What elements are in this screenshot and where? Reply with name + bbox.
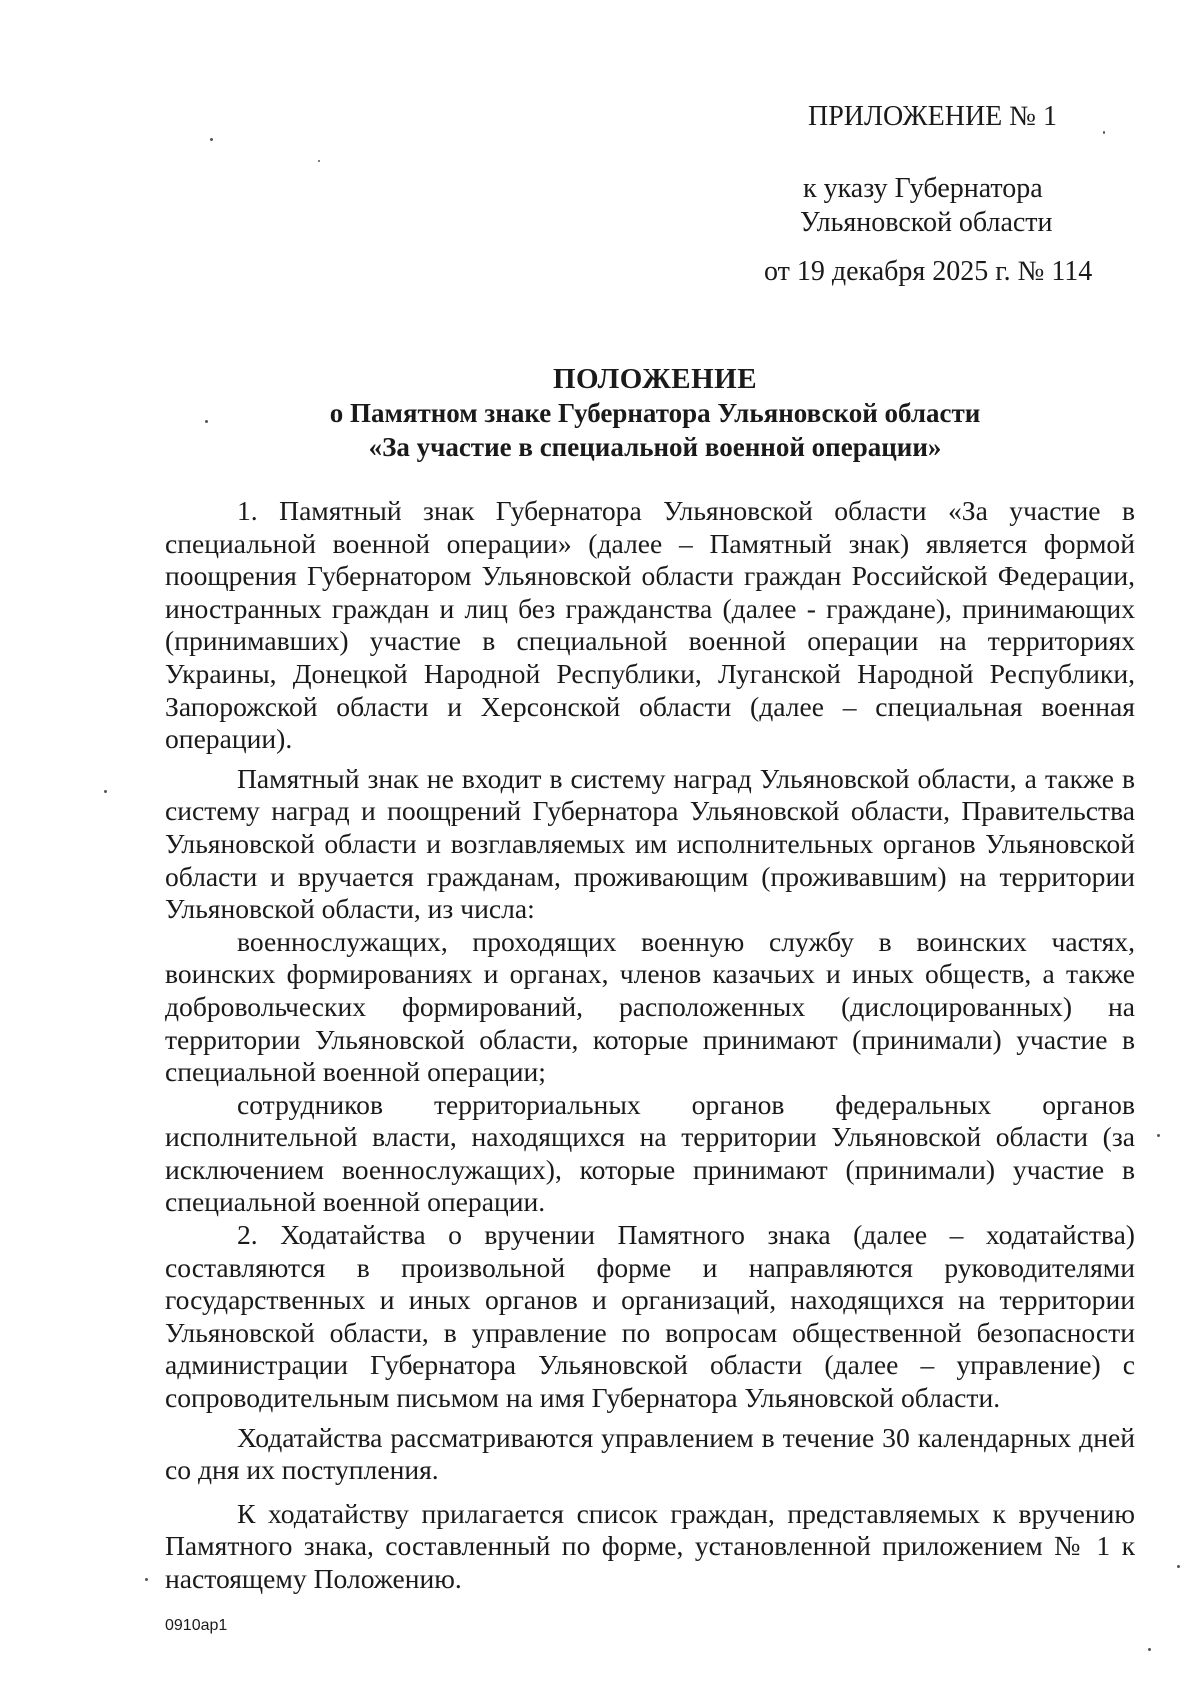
paragraph-6: Ходатайства рассматриваются управлением в течение 30 календарных дней со дня их поступления. [165, 1421, 1135, 1486]
document-subtitle-quote: «За участие в специальной военной операции» [368, 432, 942, 462]
footer-code: 0910ap1 [165, 1617, 228, 1634]
scan-speck [1177, 1565, 1180, 1568]
appendix-region: Ульяновской области [800, 207, 1053, 238]
scan-speck [210, 138, 213, 141]
paragraph-2: Памятный знак не входит в систему наград Ульяновской области, а также в систему наград и поощрений Губернатора Ульяновской области, Правительства Ульяновской области и возглавляемых им исполнительных органов Ульяновской области и вручается гражданам, проживающим (проживавшим) на территории Ульяновской области, из числа: [165, 762, 1135, 925]
scan-speck [1103, 131, 1105, 134]
appendix-decree-ref: к указу Губернатора [803, 173, 1043, 204]
paragraph-3: военнослужащих, проходящих военную службу в воинских частях, воинских формированиях и органах, членов казачьих и иных обществ, а также добровольческих формирований, расположенных (дислоцированных) на территории Ульяновской области, которые принимают (принимали) участие в специальной военной операции; [165, 925, 1135, 1088]
appendix-title: ПРИЛОЖЕНИЕ № 1 [808, 101, 1057, 132]
appendix-date: от 19 декабря 2025 г. № 114 [764, 256, 1093, 287]
paragraph-1: 1. Памятный знак Губернатора Ульяновской области «За участие в специальной военной операции» (далее – Памятный знак) является формой поощрения Губернатором Ульяновской области граждан Российской Федерации, иностранных граждан и лиц без гражданства (далее - граждане), принимающих (принимавших) участие в специальной военной операции на территориях Украины, Донецкой Народной Республики, Луганской Народной Республики, Запорожской области и Херсонской области (далее – специальная военная операции). [165, 495, 1135, 755]
paragraph-5: 2. Ходатайства о вручении Памятного знака (далее – ходатайства) составляются в произвольной форме и направляются руководителями государственных и иных органов и организаций, находящихся на территории Ульяновской области, в управление по вопросам общественной безопасности администрации Губернатора Ульяновской области (далее – управление) с сопроводительным письмом на имя Губернатора Ульяновской области. [165, 1219, 1135, 1414]
scan-speck [318, 160, 320, 162]
paragraph-7: К ходатайству прилагается список граждан, представляемых к вручению Памятного знака, составленный по форме, установленной приложением № 1 к настоящему Положению. [165, 1497, 1135, 1594]
scan-speck [1148, 1648, 1151, 1651]
document-title: ПОЛОЖЕНИЕ [552, 363, 758, 395]
scan-speck [1157, 1134, 1160, 1137]
document-subtitle: о Памятном знаке Губернатора Ульяновской области [329, 398, 981, 428]
paragraph-4: сотрудников территориальных органов федеральных органов исполнительной власти, находящихся на территории Ульяновской области (за исключением военнослужащих), которые принимают (принимали) участие в специальной военной операции. [165, 1088, 1135, 1218]
scan-speck [205, 420, 208, 423]
scan-speck [104, 790, 107, 793]
scan-speck [145, 1578, 148, 1581]
document-body [165, 495, 1135, 1596]
